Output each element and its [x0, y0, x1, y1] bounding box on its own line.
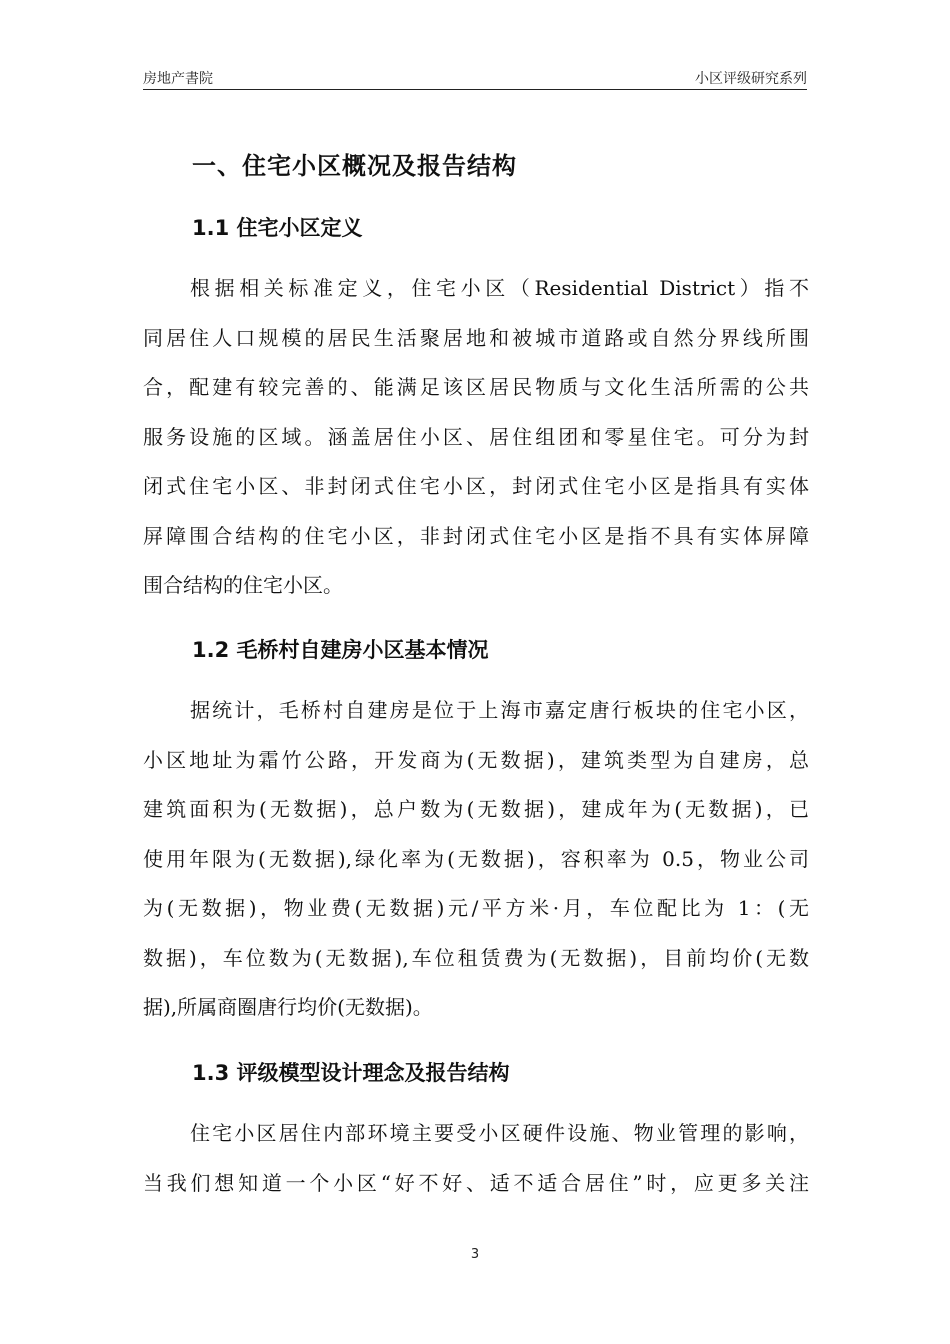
header-publisher: 房地产書院 — [143, 71, 213, 87]
paragraph-line: 据统计，毛桥村自建房是位于上海市嘉定唐行板块的住宅小区， — [190, 698, 809, 722]
paragraph-line: 同居住人口规模的居民生活聚居地和被城市道路或自然分界线所围 — [143, 325, 809, 350]
section-1-3-paragraph — [143, 1109, 809, 1208]
paragraph-line: 住宅小区居住内部环境主要受小区硬件设施、物业管理的影响， — [190, 1121, 809, 1145]
page-header — [143, 66, 807, 90]
section-1-2-paragraph — [143, 686, 809, 1033]
section-heading-1-3: 1.3 评级模型设计理念及报告结构 — [192, 1061, 510, 1085]
paragraph-line: 为(无数据)，物业费(无数据)元/平方米·月，车位配比为 1：(无 — [143, 896, 809, 920]
section-heading-1-1: 1.1 住宅小区定义 — [192, 216, 363, 240]
paragraph-line: 当我们想知道一个小区“好不好、适不适合居住”时，应更多关注 — [143, 1170, 809, 1195]
paragraph-line: 闭式住宅小区、非封闭式住宅小区，封闭式住宅小区是指具有实体 — [143, 474, 809, 498]
section-heading-1-2: 1.2 毛桥村自建房小区基本情况 — [192, 638, 489, 662]
chapter-title: 一、住宅小区概况及报告结构 — [192, 152, 517, 180]
page-number: 3 — [470, 1247, 480, 1262]
paragraph-line: 屏障围合结构的住宅小区，非封闭式住宅小区是指不具有实体屏障 — [143, 523, 809, 548]
paragraph-line: 服务设施的区域。涵盖居住小区、居住组团和零星住宅。可分为封 — [143, 424, 809, 449]
paragraph-line: 数据)，车位数为(无数据),车位租赁费为(无数据)，目前均价(无数 — [143, 945, 809, 970]
section-1-1-paragraph — [143, 264, 809, 611]
paragraph-line: 小区地址为霜竹公路，开发商为(无数据)，建筑类型为自建房，总 — [143, 747, 809, 772]
paragraph-line: 合，配建有较完善的、能满足该区居民物质与文化生活所需的公共 — [143, 375, 809, 399]
paragraph-line: 根据相关标准定义，住宅小区（Residential District）指不 — [190, 276, 809, 300]
paragraph-line: 围合结构的住宅小区。 — [143, 573, 343, 597]
header-series: 小区评级研究系列 — [695, 71, 807, 87]
paragraph-line: 使用年限为(无数据),绿化率为(无数据)，容积率为 0.5，物业公司 — [143, 846, 809, 871]
paragraph-line: 据),所属商圈唐行均价(无数据)。 — [143, 995, 433, 1019]
paragraph-line: 建筑面积为(无数据)，总户数为(无数据)，建成年为(无数据)，已 — [143, 797, 809, 821]
